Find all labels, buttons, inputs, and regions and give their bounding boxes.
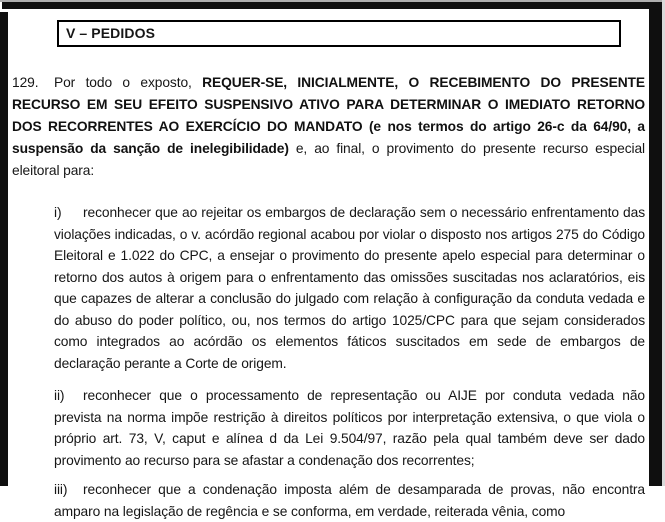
request-item-iii (54, 479, 645, 522)
section-heading-box (57, 20, 621, 47)
request-item-i (54, 202, 645, 374)
paragraph-129 (12, 72, 645, 182)
scan-border-top (2, 2, 662, 9)
request-item-ii (54, 385, 645, 471)
item-ii-text: reconhecer que o processamento de representação ou AIJE por conduta vedada não prevista na norma impõe restrição à direitos políticos por interpretação extensiva, o que viola o próprio art. 73, V, caput e alínea d da Lei 9.504/97, razão pela qual também deve ser dado provimento ao recurso para se afastar a condenação dos recorrentes; (54, 388, 645, 468)
item-i-label: i) (54, 205, 62, 220)
item-i-text: reconhecer que ao rejeitar os embargos de declaração sem o necessário enfrentamento das violações indicadas, o v. acórdão regional acabou por violar o disposto nos artigos 275 do Código Eleitoral e 1.022 do CPC, a ensejar o provimento do presente apelo especial para determinar o retorno dos autos à origem para o enfrentamento das omissões suscitadas nos aclaratórios, eis que capazes de alterar a conclusão do julgado com relação à configuração da conduta vedada e do abuso do poder político, ou, nos termos do artigo 1025/CPC para que sejam considerados como integrados ao acórdão os elementos fáticos suscitados em sede de embargos de declaração perante a Corte de origem. (54, 205, 645, 371)
paragraph-129-emphasis: REQUER-SE, INICIALMENTE, O RECEBIMENTO DO PRESENTE RECURSO EM SEU EFEITO SUSPENSIVO ATIVO PARA DETERMINAR O IMEDIATO RETORNO DOS RECORRENTES AO EXERCÍCIO DO MANDATO (e nos termos do artigo 26-c da 64/90, a suspensão da sanção de inelegibilidade) (12, 75, 645, 156)
section-heading: V – PEDIDOS (66, 25, 156, 41)
paragraph-129-intro: Por todo o exposto, (54, 75, 203, 90)
item-iii-text: reconhecer que a condenação imposta além de desamparada de provas, não encontra amparo na legislação de regência e se conforma, em verdade, reiterada vênia, como (54, 482, 645, 519)
document-content (12, 20, 645, 522)
item-iii-label: iii) (54, 482, 68, 497)
scan-border-left (0, 12, 8, 486)
scan-border-right (649, 2, 662, 486)
item-ii-label: ii) (54, 388, 65, 403)
paragraph-129-closing: e, ao final, o provimento do presente recurso especial eleitoral para: (12, 141, 646, 178)
paragraph-number: 129. (12, 75, 39, 90)
